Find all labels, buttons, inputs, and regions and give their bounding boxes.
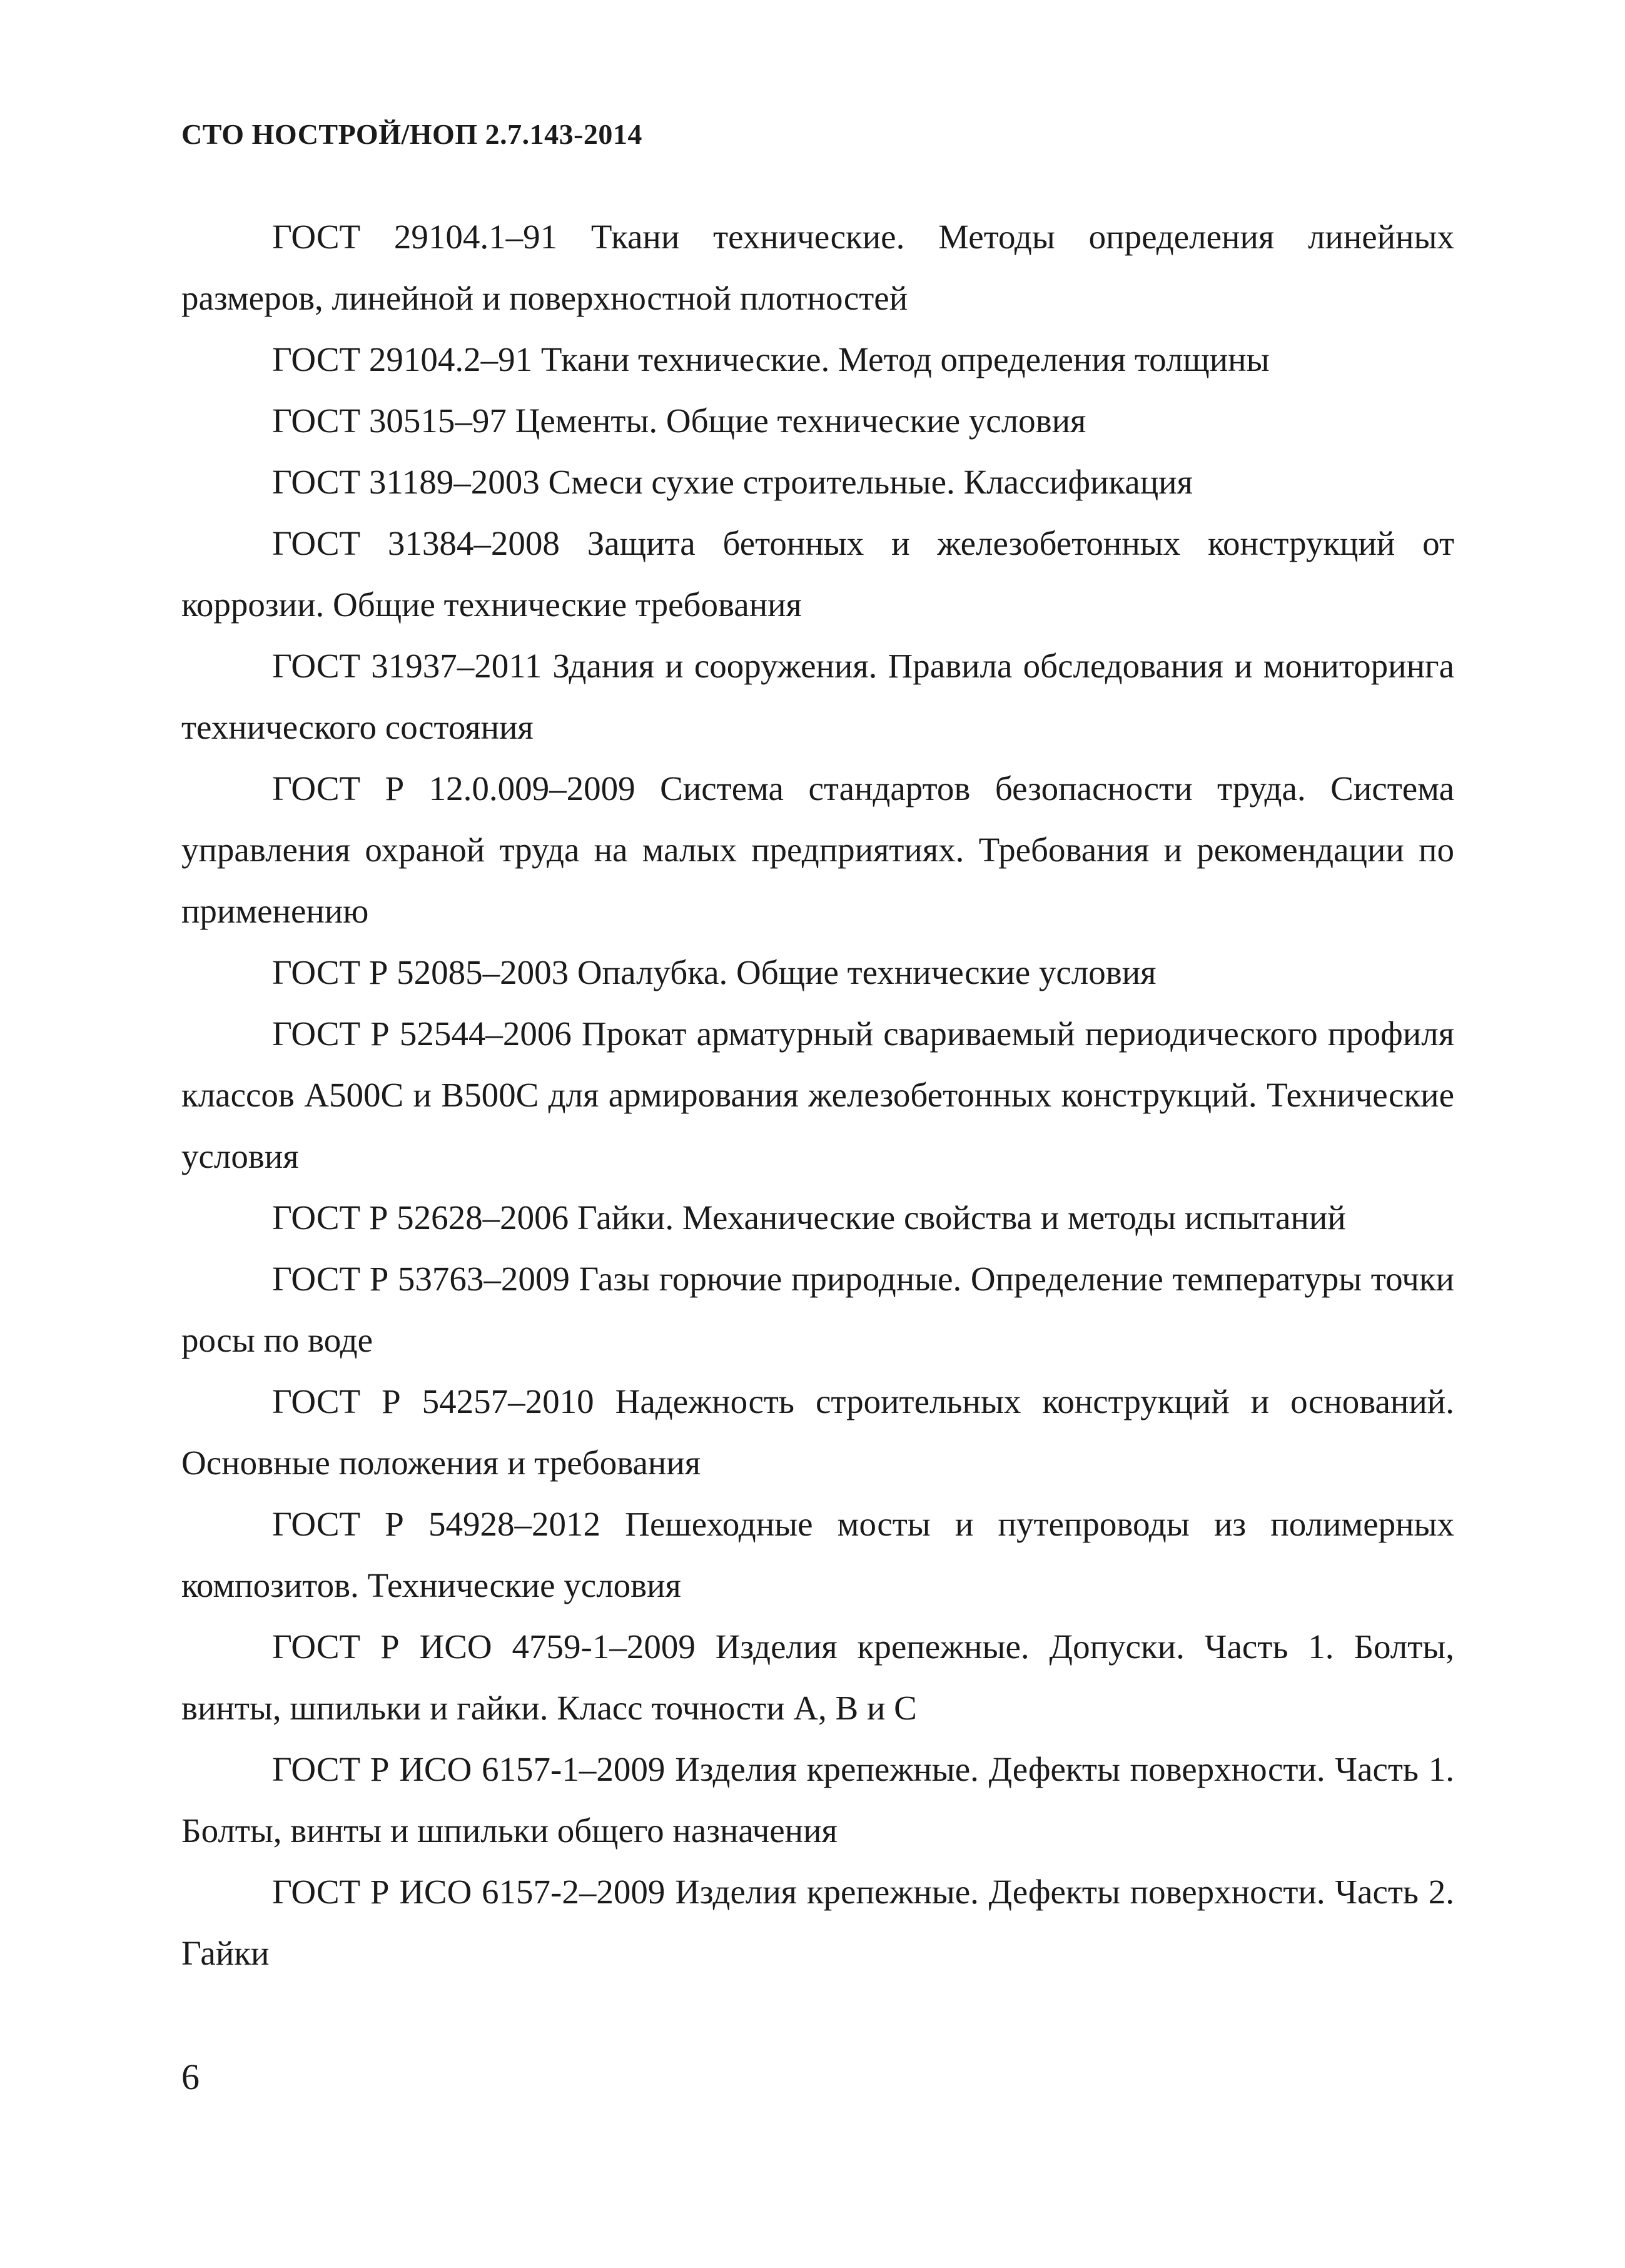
reference-entry: ГОСТ Р ИСО 6157-1–2009 Изделия крепежные. Дефекты поверхности. Часть 1. Болты, винты и шпильки общего назначения [181, 1750, 1454, 1850]
document-header: СТО НОСТРОЙ/НОП 2.7.143-2014 [181, 118, 642, 150]
reference-entry: ГОСТ 30515–97 Цементы. Общие технические условия [272, 402, 1086, 440]
reference-entry: ГОСТ Р 52628–2006 Гайки. Механические свойства и методы испытаний [272, 1198, 1346, 1237]
reference-entry: ГОСТ 31937–2011 Здания и сооружения. Правила обследования и мониторинга технического состояния [181, 647, 1454, 746]
reference-entry: ГОСТ Р 54257–2010 Надежность строительных конструкций и оснований. Основные положения и требования [181, 1382, 1454, 1482]
page-number: 6 [181, 2057, 200, 2097]
reference-entry: ГОСТ Р 12.0.009–2009 Система стандартов безопасности труда. Система управления охраной труда на малых предприятиях. Требования и рекомендации по применению [181, 769, 1454, 930]
reference-entry: ГОСТ 31189–2003 Смеси сухие строительные. Классификация [272, 463, 1193, 501]
reference-entry: ГОСТ Р 54928–2012 Пешеходные мосты и путепроводы из полимерных композитов. Технические условия [181, 1505, 1454, 1604]
reference-entry: ГОСТ 29104.2–91 Ткани технические. Метод определения толщины [272, 340, 1270, 378]
reference-entry: ГОСТ Р ИСО 4759-1–2009 Изделия крепежные. Допуски. Часть 1. Болты, винты, шпильки и гайки. Класс точности А, В и С [181, 1628, 1454, 1727]
reference-entry: ГОСТ 31384–2008 Защита бетонных и железобетонных конструкций от коррозии. Общие технические требования [181, 524, 1454, 624]
references-list [181, 206, 1454, 1984]
reference-entry: ГОСТ 29104.1–91 Ткани технические. Методы определения линейных размеров, линейной и поверхностной плотностей [181, 218, 1454, 317]
reference-entry: ГОСТ Р 52085–2003 Опалубка. Общие технические условия [272, 953, 1157, 991]
reference-entry: ГОСТ Р 52544–2006 Прокат арматурный свариваемый периодического профиля классов А500С и В500С для армирования железобетонных конструкций. Технические условия [181, 1015, 1454, 1175]
reference-entry: ГОСТ Р ИСО 6157-2–2009 Изделия крепежные. Дефекты поверхности. Часть 2. Гайки [181, 1873, 1454, 1972]
reference-entry: ГОСТ Р 53763–2009 Газы горючие природные. Определение температуры точки росы по воде [181, 1260, 1454, 1359]
